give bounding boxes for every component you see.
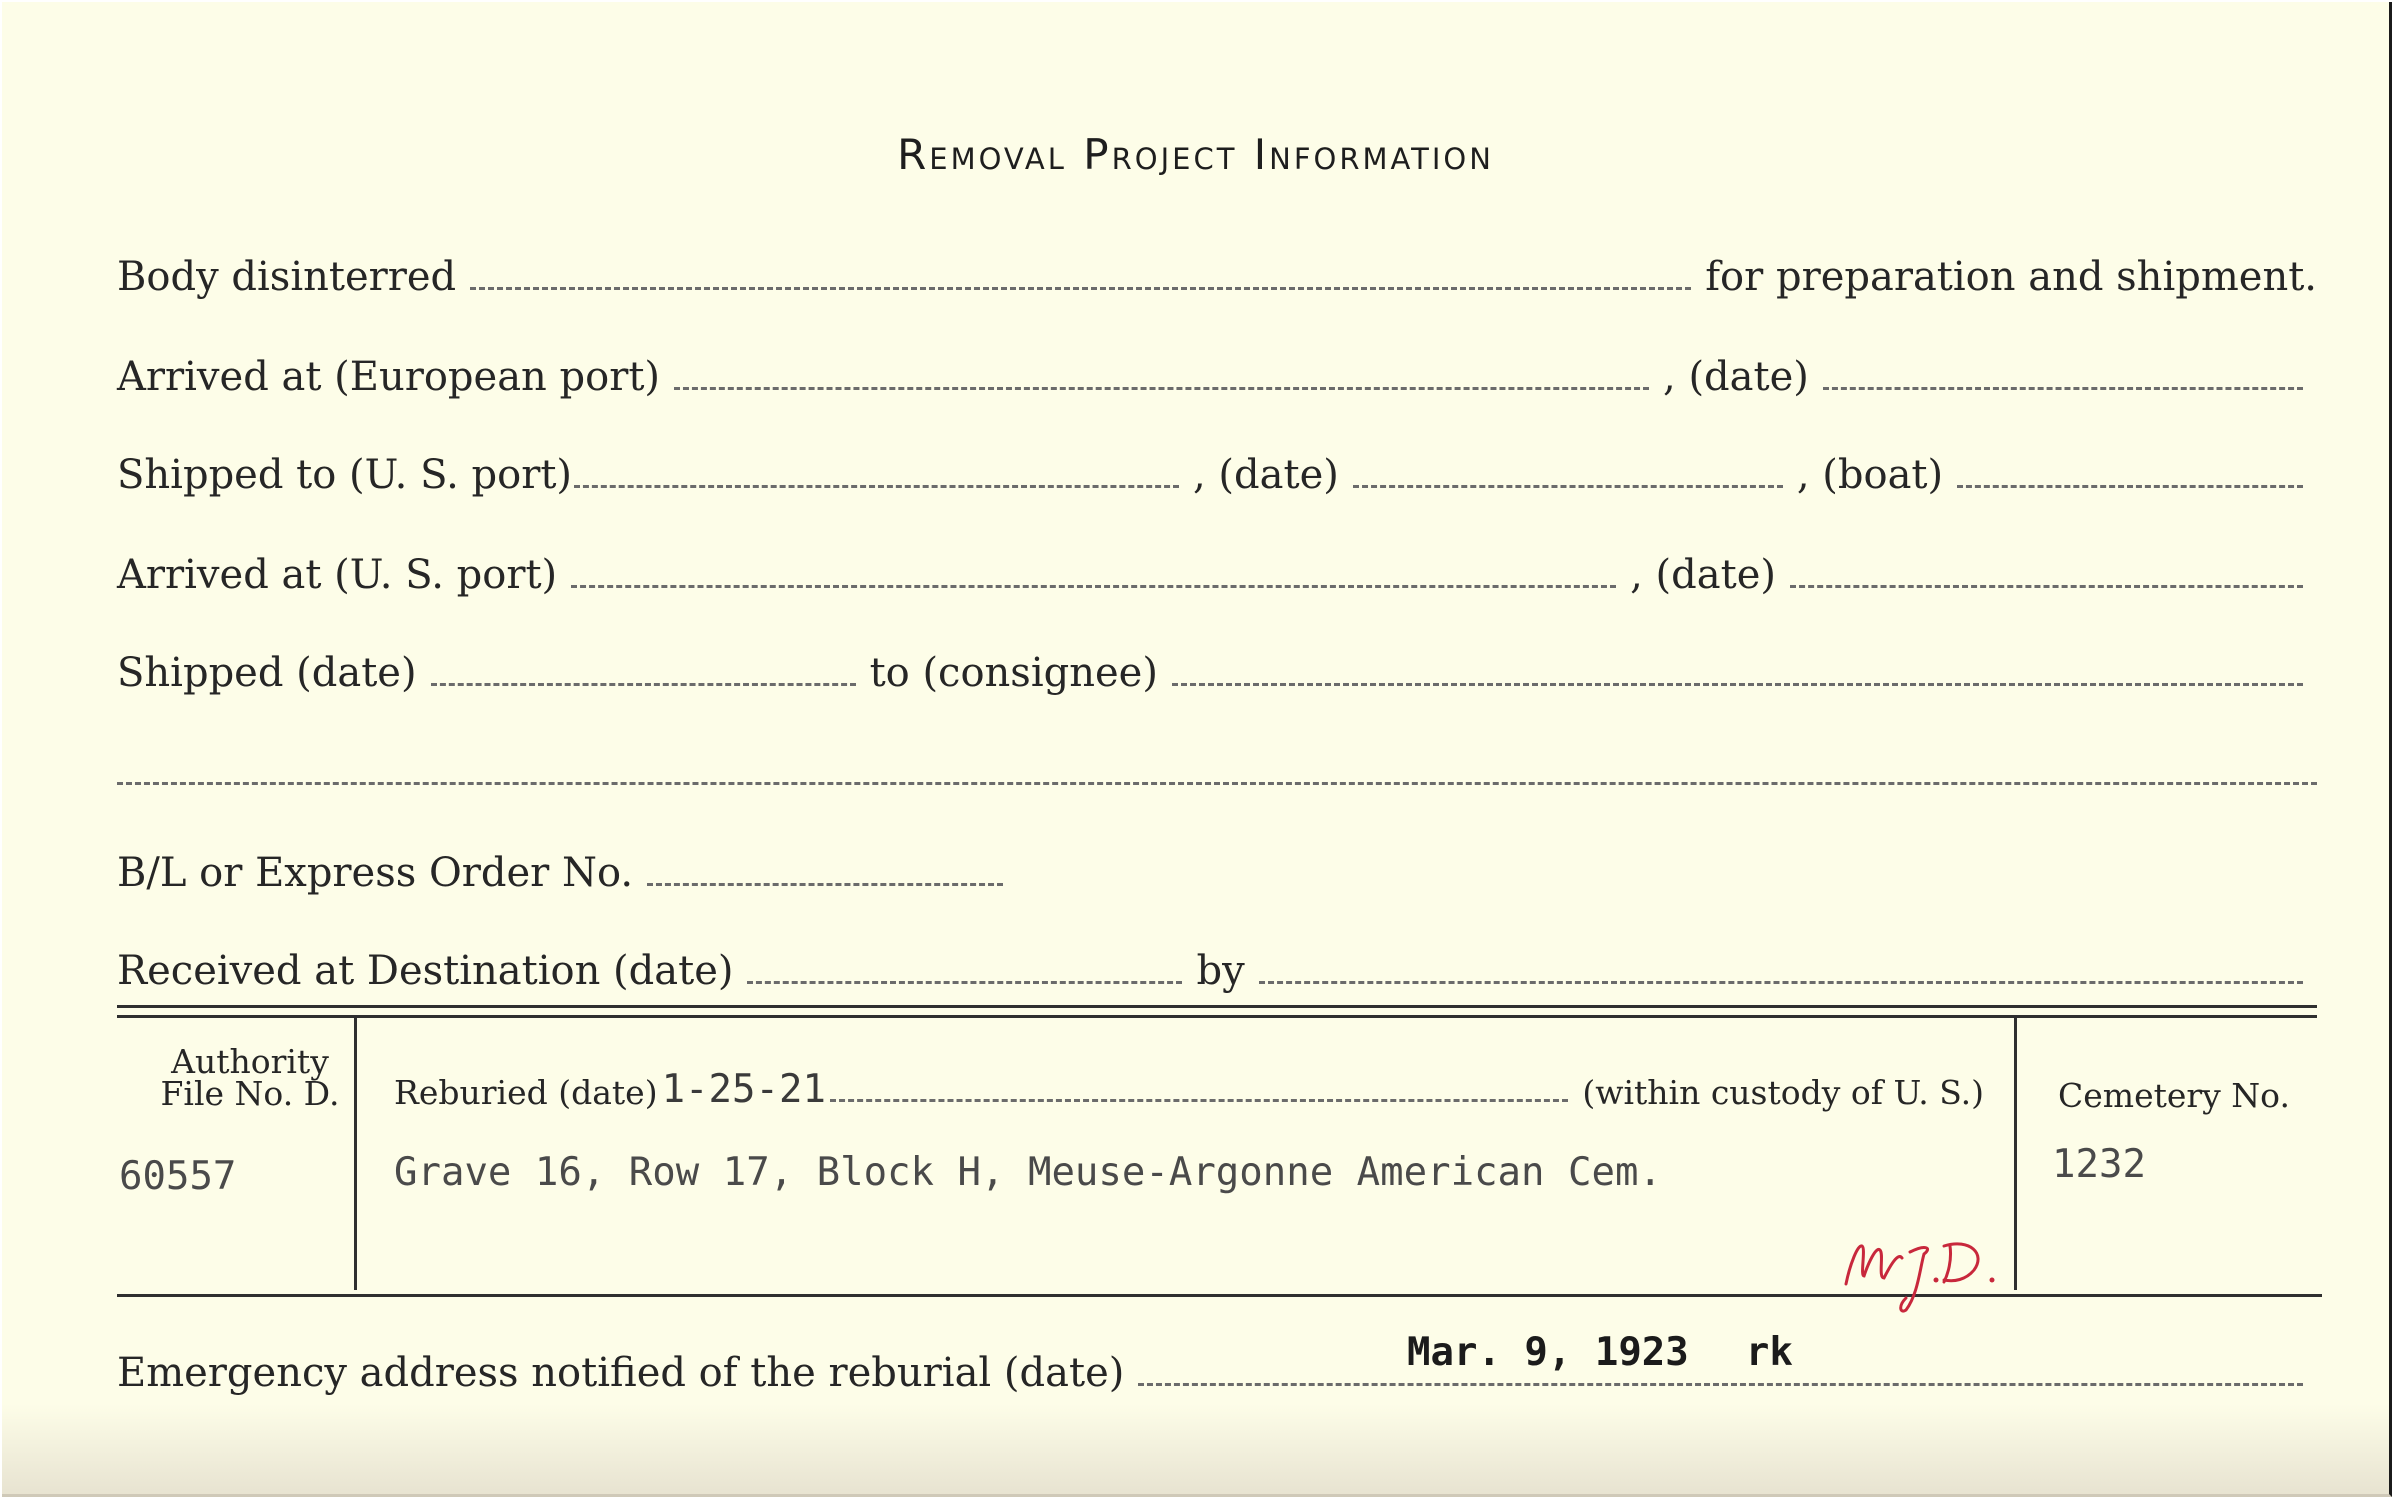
card-title: Removal Project Information [897,130,1494,179]
shipped-us-boat-label: , (boat) [1796,452,1944,498]
authority-label-1: Authority [171,1042,329,1081]
bl-line [647,883,1003,886]
consignee-line [1172,683,2303,686]
cemetery-label: Cemetery No. [2058,1076,2290,1115]
emergency-initials: rk [1745,1330,1793,1375]
emergency-label: Emergency address notified of the reburial (date) [117,1350,1125,1396]
arrived-european-date-line [1823,387,2303,390]
shipped-us-line [574,485,1179,488]
shipped-us-date-label: , (date) [1193,452,1339,498]
emergency-row [117,1340,2317,1400]
cemetery-number: 1232 [2052,1142,2146,1187]
received-row [117,938,2317,998]
body-disinterred-suffix: for preparation and shipment. [1705,254,2317,300]
shipped-date-line [431,683,856,686]
bl-label: B/L or Express Order No. [117,850,634,896]
shipped-date-label: Shipped (date) [117,650,417,696]
consignee-continuation-line [117,782,2317,785]
bl-row [117,840,1017,900]
reburied-date: 1-25-21 [661,1067,826,1112]
arrived-us-date-line [1790,585,2303,588]
arrived-european-date-label: , (date) [1663,354,1809,400]
body-disinterred-row [117,244,2317,304]
handwritten-initials-signature [1840,1224,2020,1314]
body-disinterred-line [470,287,1691,290]
shipped-consignee-row [117,640,2317,700]
reburied-line [830,1099,1568,1102]
received-label: Received at Destination (date) [117,948,734,994]
shipped-us-boat-line [1957,485,2303,488]
grave-location: Grave 16, Row 17, Block H, Meuse-Argonne American Cem. [394,1150,1662,1195]
shipped-us-row [117,442,2317,502]
shipped-us-label: Shipped to (U. S. port) [117,452,572,498]
arrived-european-row [117,344,2317,404]
emergency-line [1138,1383,2303,1386]
box-top-rule-2 [117,1015,2317,1018]
arrived-us-row [117,542,2317,602]
emergency-values [1407,1330,1793,1375]
authority-label-2: File No. D. [160,1074,340,1113]
box-divider-left [354,1018,357,1290]
consignee-label: to (consignee) [869,650,1158,696]
authority-cell [150,1042,350,1113]
arrived-us-date-label: , (date) [1630,552,1776,598]
reburied-row [394,1068,1984,1112]
file-number: 60557 [119,1154,237,1199]
custody-label: (within custody of U. S.) [1582,1073,1984,1112]
record-card [2,2,2392,1497]
arrived-us-label: Arrived at (U. S. port) [117,552,558,598]
arrived-european-line [674,387,1649,390]
reburied-label: Reburied (date) [394,1073,658,1112]
emergency-date: Mar. 9, 1923 [1407,1330,1689,1375]
received-by-label: by [1196,948,1245,994]
arrived-european-label: Arrived at (European port) [117,354,661,400]
received-date-line [747,981,1182,984]
received-by-line [1259,981,2303,984]
shipped-us-date-line [1353,485,1783,488]
arrived-us-line [571,585,1616,588]
box-top-rule-1 [117,1005,2317,1008]
body-disinterred-label: Body disinterred [117,254,457,300]
